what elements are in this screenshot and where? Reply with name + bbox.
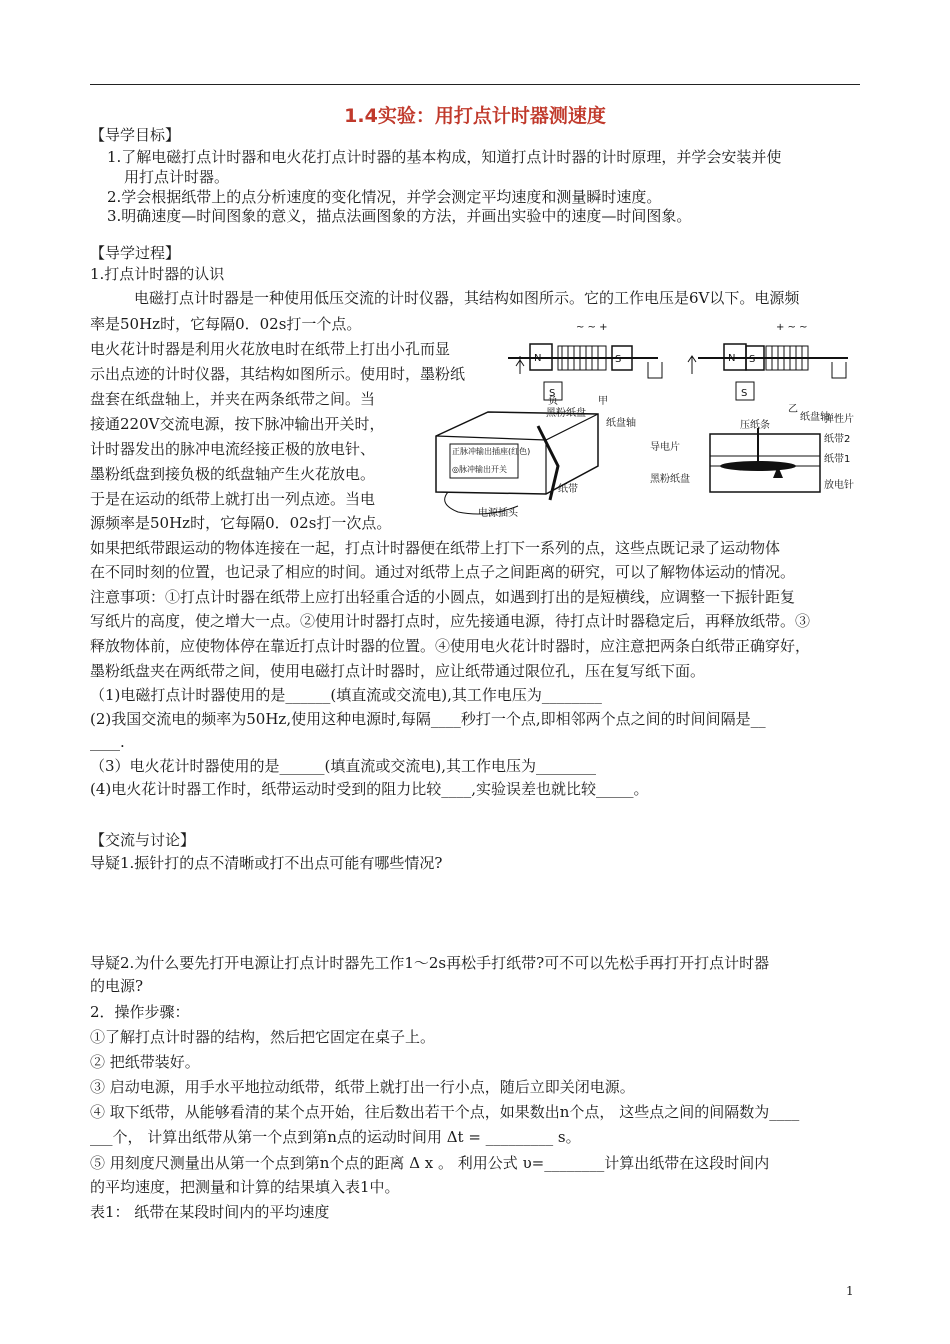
- question-line: （3）电火花计时器使用的是______(填直流或交流电),其工作电压为________: [90, 757, 597, 775]
- magnet-s-label: S: [549, 388, 556, 399]
- page-title: 1.4实验：用打点计时器测速度: [344, 105, 606, 127]
- intro-line: 接通220V交流电源，按下脉冲输出开关时，: [90, 415, 385, 433]
- magnet-n-label: N: [728, 353, 736, 364]
- fig-label: 纸盘轴: [606, 418, 636, 429]
- goal-line: 用打点计时器。: [124, 168, 230, 186]
- step-line: ② 把纸带装好。: [90, 1053, 200, 1071]
- svg-text:~ ~ +: ~ ~ +: [576, 322, 608, 333]
- fig-label: 正脉冲输出插座(红色): [452, 447, 531, 456]
- table-caption: 表1： 纸带在某段时间内的平均速度: [90, 1203, 330, 1221]
- fig-label: 纸盘轴: [800, 412, 830, 423]
- goals-heading: 【导学目标】: [90, 126, 181, 144]
- step-line: ①了解打点计时器的结构，然后把它固定在桌子上。: [90, 1028, 436, 1046]
- discussion-heading: 【交流与讨论】: [90, 831, 196, 849]
- fig-label: 电源插头: [478, 508, 518, 519]
- goal-line: 1.了解电磁打点计时器和电火花打点计时器的基本构成，知道打点计时器的计时原理，并学会安装并使: [107, 148, 782, 166]
- electromagnetic-timer-jia: [508, 322, 662, 407]
- fig-label: 纸带: [558, 484, 578, 495]
- goal-line: 3.明确速度—时间图象的意义，描点法画图象的方法，并画出实验中的速度—时间图象。: [107, 207, 692, 225]
- top-rule: [90, 84, 860, 85]
- steps-title: 2．操作步骤：: [90, 1003, 190, 1021]
- fig-label: ◎脉冲输出开关: [452, 465, 507, 474]
- page-number: 1: [846, 1284, 854, 1298]
- timer-diagram: [428, 316, 868, 526]
- step-line: ④ 取下纸带，从能够看清的某个点开始，往后数出若干个点，如果数出n个点， 这些点之间的间隔数为____: [90, 1103, 800, 1121]
- intro-line: 计时器发出的脉冲电流经接正极的放电针、: [90, 440, 376, 458]
- intro-line: 写纸片的高度，使之增大一点。②使用计时器打点时，应先接通电源，待打点计时器稳定后，再释放纸带。③: [90, 612, 811, 630]
- intro-line: 盘套在纸盘轴上，并夹在两条纸带之间。当: [90, 390, 376, 408]
- goal-line: 2.学会根据纸带上的点分析速度的变化情况，并学会测定平均速度和测量瞬时速度。: [107, 188, 662, 206]
- fig-label: 导电片: [650, 442, 680, 453]
- intro-line: 于是在运动的纸带上就打出一列点迹。当电: [90, 490, 376, 508]
- intro-line: 在不同时刻的位置，也记录了相应的时间。通过对纸带上点子之间距离的研究，可以了解物体运动的情况。: [90, 563, 796, 581]
- question-line: (2)我国交流电的频率为50Hz,使用这种电源时,每隔____秒打一个点,即相邻两个点之间的时间间隔是__: [90, 710, 766, 728]
- fig-label: 压纸条: [740, 420, 770, 431]
- intro-line: 如果把纸带跟运动的物体连接在一起，打点计时器便在纸带上打下一系列的点，这些点既记录了运动物体: [90, 539, 781, 557]
- intro-line: 源频率是50Hz时，它每隔0．02s打一次点。: [90, 514, 392, 532]
- step-line: 的平均速度，把测量和计算的结果填入表1中。: [90, 1178, 400, 1196]
- spark-timer-left: [436, 406, 636, 519]
- intro-line: 示出点迹的计时仪器，其结构如图所示。使用时，墨粉纸: [90, 365, 466, 383]
- question-line: ____.: [90, 733, 125, 751]
- intro-line: 电磁打点计时器是一种使用低压交流的计时仪器，其结构如图所示。它的工作电压是6V以下。电源频: [134, 289, 800, 307]
- doubt-2-line: 的电源?: [90, 977, 144, 995]
- question-line: (4)电火花计时器工作时，纸带运动时受到的阻力比较____,实验误差也就比较_____。: [90, 780, 649, 798]
- intro-line: 率是50Hz时，它每隔0．02s打一个点。: [90, 315, 362, 333]
- doubt-1: 导疑1.振针打的点不清晰或打不出点可能有哪些情况?: [90, 854, 443, 872]
- magnet-s-label: S: [741, 388, 748, 399]
- fig-label: 弹性片: [824, 414, 854, 425]
- magnet-s-label: S: [749, 354, 756, 365]
- intro-line: 墨粉纸盘夹在两纸带之间，使用电磁打点计时器时，应让纸带通过限位孔，压在复写纸下面。: [90, 662, 706, 680]
- magnet-n-label: N: [534, 353, 542, 364]
- intro-line: 释放物体前，应使物体停在靠近打点计时器的位置。④使用电火花计时器时，应注意把两条白纸带正确穿好，: [90, 637, 811, 655]
- intro-line: 墨粉纸盘到接负极的纸盘轴产生火花放电。: [90, 465, 376, 483]
- label-jia: 甲: [598, 396, 608, 407]
- fig-label: 放电针: [824, 480, 854, 491]
- svg-text:+ ~ ~: + ~ ~: [776, 322, 808, 333]
- step-line: ___个， 计算出纸带从第一个点到第n点的运动时间用 Δt = _________ s。: [90, 1128, 581, 1146]
- fig-label: 纸带1: [824, 454, 851, 465]
- spark-timer-right: [650, 410, 854, 492]
- question-line: （1)电磁打点计时器使用的是______(填直流或交流电),其工作电压为________: [90, 686, 602, 704]
- fig-label: 黑粉纸盘: [546, 408, 586, 419]
- fig-label: 纸带2: [824, 434, 851, 445]
- doubt-2-line: 导疑2.为什么要先打开电源让打点计时器先工作1～2s再松手打纸带?可不可以先松手再打开打点计时器: [90, 954, 770, 972]
- process-heading: 【导学过程】: [90, 244, 181, 262]
- svg-text:负: 负: [548, 396, 558, 407]
- step-line: ③ 启动电源，用手水平地拉动纸带，纸带上就打出一行小点，随后立即关闭电源。: [90, 1078, 635, 1096]
- step-line: ⑤ 用刻度尺测量出从第一个点到第n个点的距离 Δ x 。 利用公式 υ=________计算出纸带在这段时间内: [90, 1154, 770, 1172]
- fig-label: 黑粉纸盘: [650, 474, 690, 485]
- intro-line: 电火花计时器是利用火花放电时在纸带上打出小孔而显: [90, 340, 451, 358]
- electromagnetic-timer-yi: [688, 322, 848, 415]
- label-yi: 乙: [788, 404, 798, 415]
- intro-line: 注意事项：①打点计时器在纸带上应打出轻重合适的小圆点，如遇到打出的是短横线，应调整一下振针距复: [90, 588, 796, 606]
- magnet-s-label: S: [615, 354, 622, 365]
- section1-title: 1.打点计时器的认识: [90, 265, 225, 283]
